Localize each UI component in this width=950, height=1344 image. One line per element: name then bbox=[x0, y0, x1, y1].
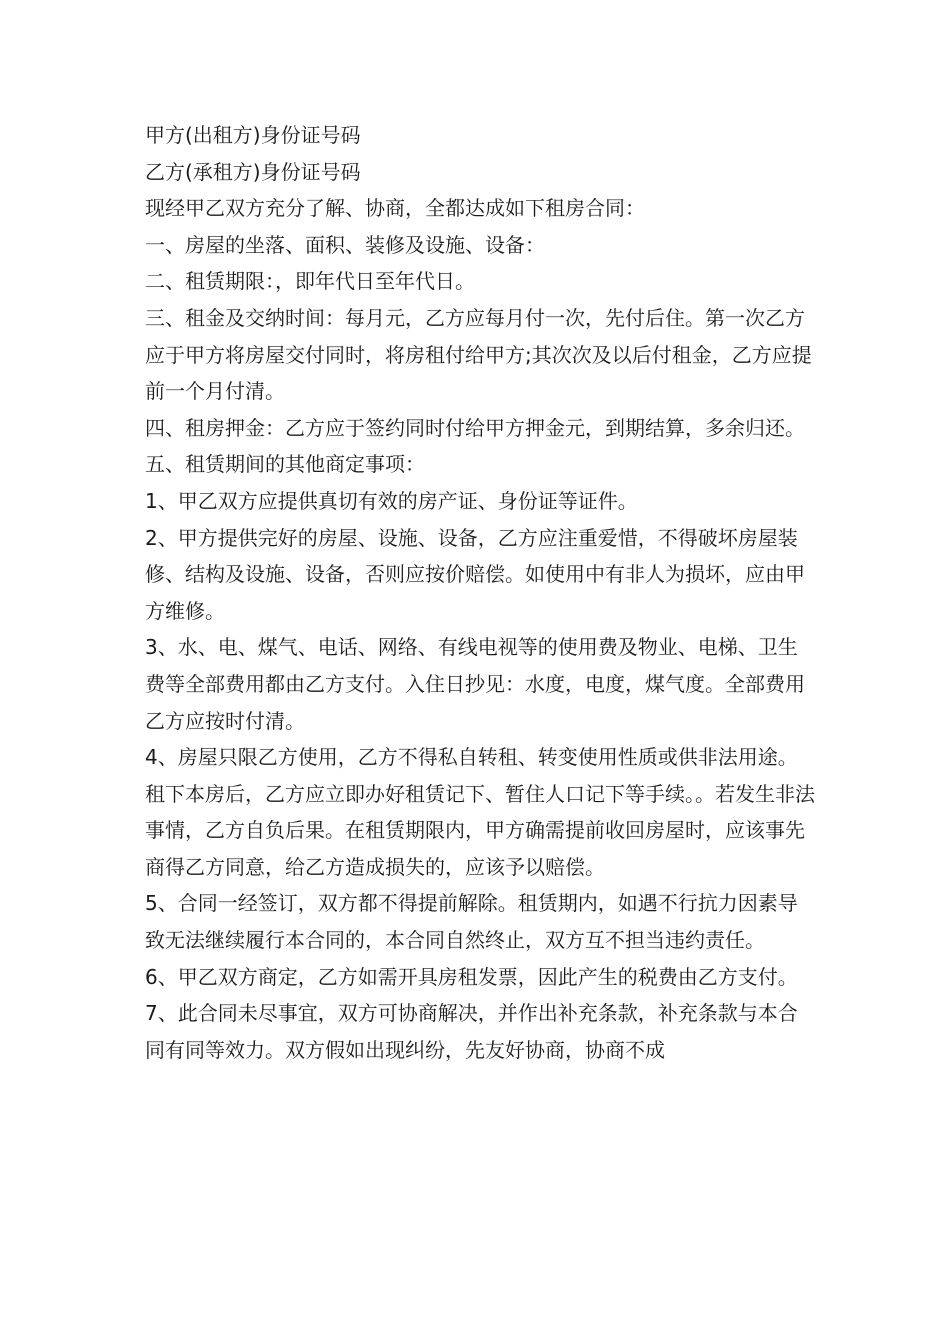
clause-4-deposit: 四、租房押金：乙方应于签约同时付给甲方押金元，到期结算，多余归还。 bbox=[145, 415, 805, 440]
term-item-3: 3、水、电、煤气、电话、网络、有线电视等的使用费及物业、电梯、卫生费等全部费用都由乙方支付。入住日抄见：水度，电度，煤气度。全部费用乙方应按时付清。 bbox=[145, 635, 805, 733]
lessor-id-line: 甲方(出租方)身份证号码 bbox=[145, 123, 361, 147]
term-item-7: 7、此合同未尽事宜，双方可协商解决，并作出补充条款，补充条款与本合同有同等效力。双方假如出现纠纷，先友好协商，协商不成 bbox=[145, 1001, 798, 1062]
contract-intro: 现经甲乙双方充分了解、协商，全都达成如下租房合同： bbox=[145, 196, 645, 221]
term-item-4: 4、房屋只限乙方使用，乙方不得私自转租、转变使用性质或供非法用途。租下本房后，乙方应立即办好租赁记下、暂住人口记下等手续。。若发生非法事情，乙方自负后果。在租赁期限内，甲方确需提前收回房屋时，应该事先商得乙方同意，给乙方造成损失的，应该予以赔偿。 bbox=[145, 745, 815, 879]
clause-3-rent: 三、租金及交纳时间：每月元，乙方应每月付一次，先付后住。第一次乙方应于甲方将房屋交付同时，将房租付给甲方;其次次及以后付租金，乙方应提前一个月付清。 bbox=[145, 305, 812, 404]
contract-body bbox=[145, 117, 815, 1068]
lessee-id-line: 乙方(承租方)身份证号码 bbox=[145, 159, 361, 184]
clause-5-other-terms: 五、租赁期间的其他商定事项： bbox=[145, 452, 425, 477]
clause-2-term: 二、租赁期限：，即年代日至年代日。 bbox=[145, 269, 475, 294]
clause-1-property: 一、房屋的坐落、面积、装修及设施、设备： bbox=[145, 232, 545, 257]
term-item-6: 6、甲乙双方商定，乙方如需开具房租发票，因此产生的税费由乙方支付。 bbox=[145, 964, 798, 989]
term-item-5: 5、合同一经签订，双方都不得提前解除。租赁期内，如遇不行抗力因素导致无法继续履行本合同的，本合同自然终止，双方互不担当违约责任。 bbox=[145, 891, 798, 953]
term-item-2: 2、甲方提供完好的房屋、设施、设备，乙方应注重爱惜，不得破坏房屋装修、结构及设施、设备，否则应按价赔偿。如使用中有非人为损坏，应由甲方维修。 bbox=[145, 525, 805, 623]
term-item-1: 1、甲乙双方应提供真切有效的房产证、身份证等证件。 bbox=[145, 488, 638, 513]
